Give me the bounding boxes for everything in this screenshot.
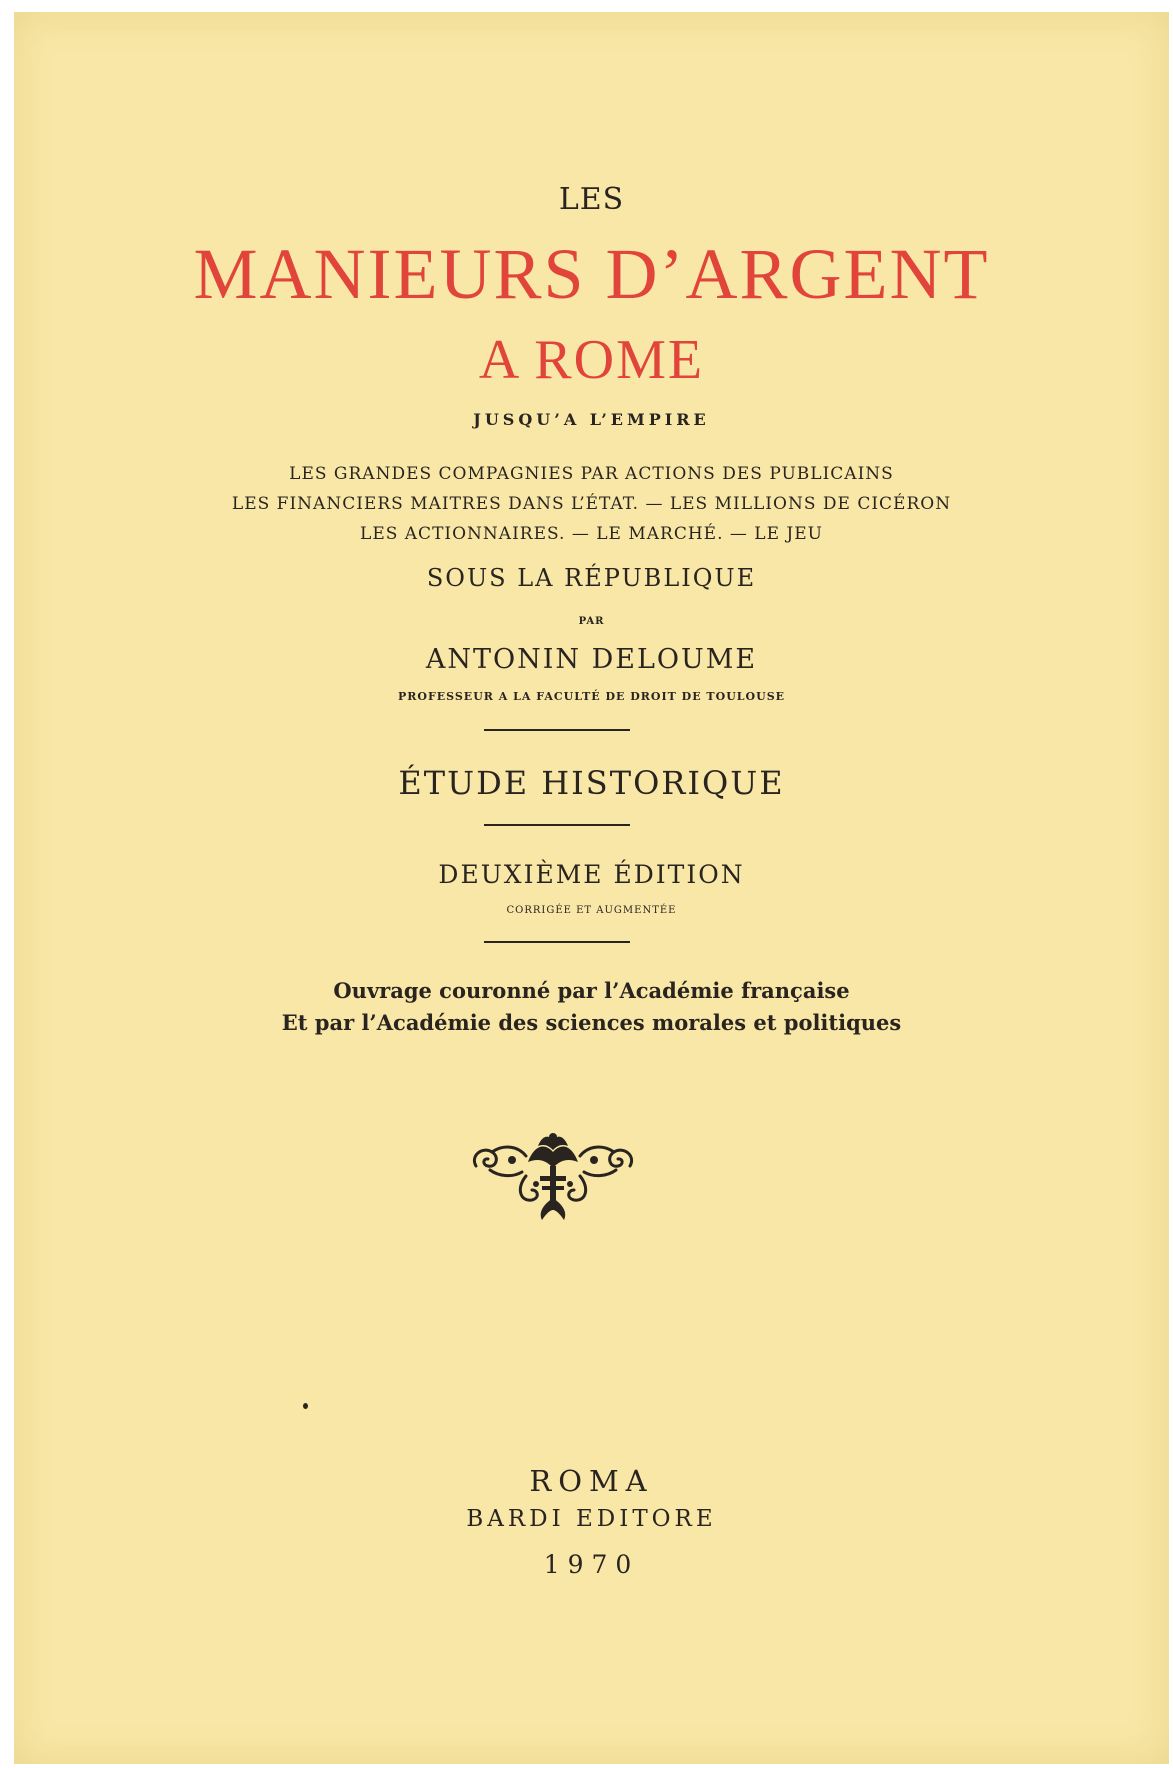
title-article: LES xyxy=(558,182,625,217)
publisher-name: BARDI EDITORE xyxy=(466,1506,717,1532)
subtitle-republic: SOUS LA RÉPUBLIQUE xyxy=(426,564,757,592)
author-affiliation: PROFESSEUR A LA FACULTÉ DE DROIT DE TOULOUSE xyxy=(397,690,786,703)
award-line-2: Et par l’Académie des sciences morales et politiques xyxy=(281,1010,902,1035)
divider-rule xyxy=(484,729,630,731)
publication-city: ROMA xyxy=(529,1464,654,1498)
subtitle-line-3: LES ACTIONNAIRES. — LE MARCHÉ. — LE JEU xyxy=(360,524,823,544)
by-label: PAR xyxy=(578,616,605,627)
author-name: ANTONIN DELOUME xyxy=(425,644,758,675)
divider-rule xyxy=(484,941,630,943)
book-cover xyxy=(14,12,1169,1764)
divider-rule xyxy=(484,824,630,826)
floral-vignette-icon xyxy=(468,1132,638,1224)
book-title-place: A ROME xyxy=(478,329,705,391)
edition-note: CORRIGÉE ET AUGMENTÉE xyxy=(506,905,677,916)
book-title: MANIEURS D’ARGENT xyxy=(193,234,990,314)
subtitle-line-2: LES FINANCIERS MAITRES DANS L’ÉTAT. — LES MILLIONS DE CICÉRON xyxy=(231,494,952,514)
work-type: ÉTUDE HISTORIQUE xyxy=(398,764,785,802)
award-line-1: Ouvrage couronné par l’Académie française xyxy=(333,978,850,1003)
subtitle-line-1: LES GRANDES COMPAGNIES PAR ACTIONS DES PUBLICAINS xyxy=(289,464,894,484)
title-period: JUSQU’A L’EMPIRE xyxy=(473,410,710,429)
edition-label: DEUXIÈME ÉDITION xyxy=(438,860,745,889)
paper-speck xyxy=(303,1403,308,1409)
publication-year: 1970 xyxy=(543,1550,640,1579)
